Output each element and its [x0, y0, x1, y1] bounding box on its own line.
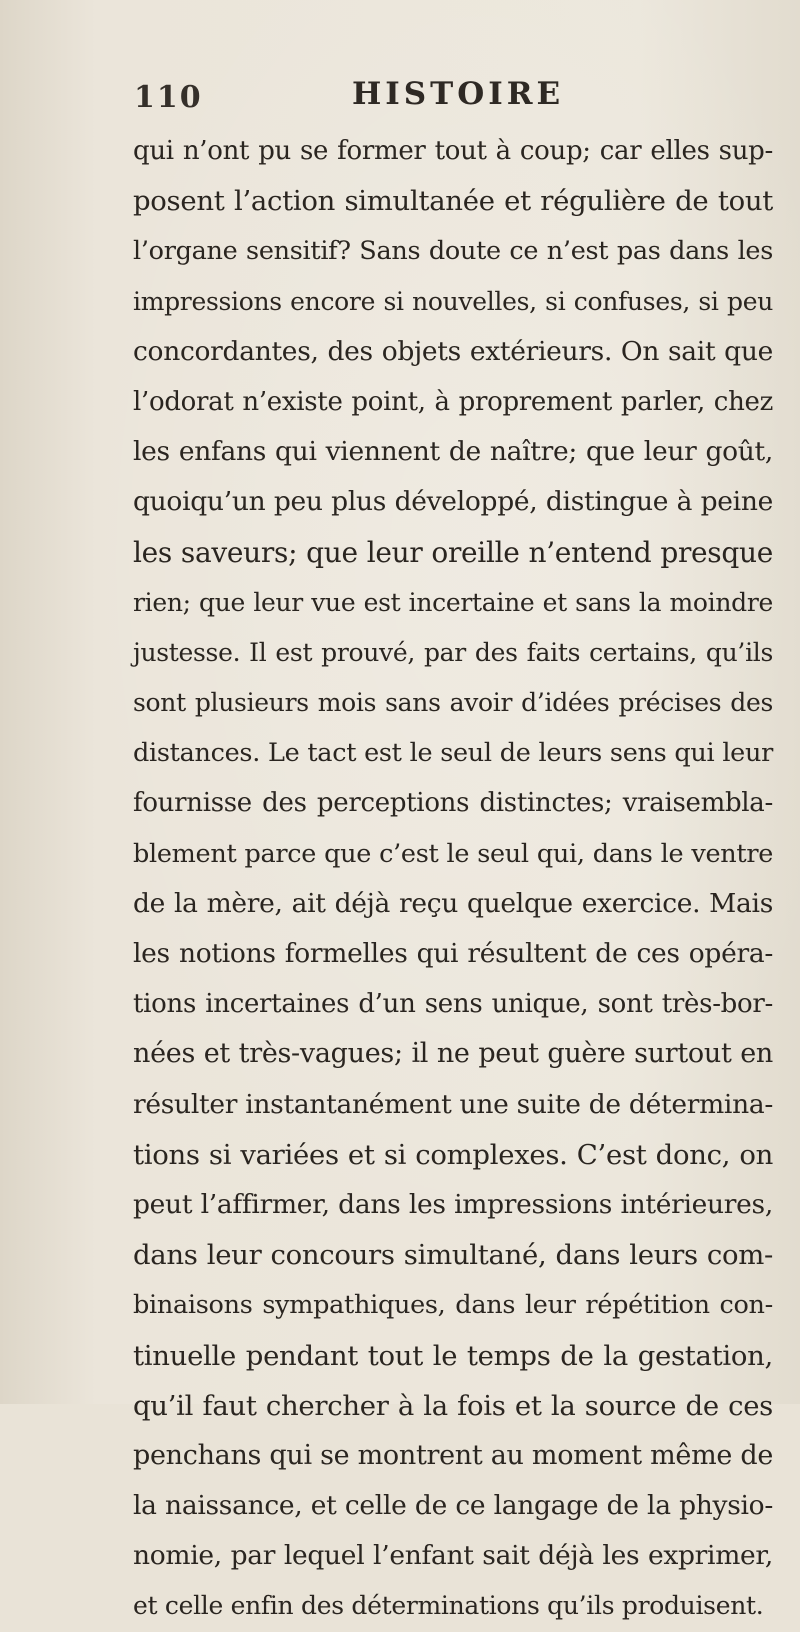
- text-line: distances. Le tact est le seul de leurs sens qui leur: [133, 738, 773, 769]
- text-line: qu’il faut chercher à la fois et la source de ces: [133, 1389, 773, 1422]
- text-line: blement parce que c’est le seul qui, dans le ventre: [133, 838, 773, 869]
- page-header: [120, 76, 740, 116]
- text-line: sont plusieurs mois sans avoir d’idées précises des: [133, 688, 773, 718]
- text-line: concordantes, des objets extérieurs. On sait que: [133, 335, 773, 367]
- text-line: posent l’action simultanée et régulière de tout: [133, 185, 773, 218]
- text-line: peut l’affirmer, dans les impressions intérieures,: [133, 1188, 773, 1220]
- text-line: binaisons sympathiques, dans leur répétition con-: [133, 1290, 773, 1321]
- text-line: quoiqu’un peu plus développé, distingue à peine: [133, 486, 773, 518]
- text-line: la naissance, et celle de ce langage de la physio-: [133, 1490, 773, 1522]
- text-line: rien; que leur vue est incertaine et sans la moindre: [133, 587, 773, 617]
- text-line: penchans qui se montrent au moment même de: [133, 1439, 773, 1471]
- text-line: résulter instantanément une suite de détermina-: [133, 1088, 773, 1120]
- text-line: nées et très-vagues; il ne peut guère surtout en: [133, 1038, 773, 1070]
- text-line: impressions encore si nouvelles, si confuses, si peu: [133, 286, 773, 316]
- text-line: tinuelle pendant tout le temps de la gestation,: [133, 1339, 773, 1372]
- text-line: tions si variées et si complexes. C’est donc, on: [133, 1138, 773, 1171]
- text-line: de la mère, ait déjà reçu quelque exercice. Mais: [133, 887, 773, 919]
- text-line: et celle enfin des déterminations qu’ils produisent.: [133, 1591, 764, 1621]
- text-line: fournisse des perceptions distinctes; vraisembla-: [133, 788, 773, 819]
- body-text: [133, 126, 773, 1632]
- running-title: HISTOIRE: [352, 76, 565, 112]
- text-line: l’odorat n’existe point, à proprement parler, chez: [133, 386, 773, 417]
- text-line: nomie, par lequel l’enfant sait déjà les exprimer,: [133, 1540, 773, 1572]
- text-line: dans leur concours simultané, dans leurs com-: [133, 1239, 773, 1272]
- text-line: justesse. Il est prouvé, par des faits certains, qu’ils: [133, 637, 773, 667]
- text-line: l’organe sensitif? Sans doute ce n’est pas dans les: [133, 236, 773, 267]
- text-line: tions incertaines d’un sens unique, sont très-bor-: [133, 989, 773, 1020]
- page-number: 110: [134, 80, 203, 115]
- text-line: les saveurs; que leur oreille n’entend presque: [133, 535, 773, 569]
- text-line: qui n’ont pu se former tout à coup; car elles sup-: [133, 136, 773, 166]
- text-line: les notions formelles qui résultent de ces opéra-: [133, 938, 773, 969]
- text-line: les enfans qui viennent de naître; que leur goût,: [133, 436, 773, 468]
